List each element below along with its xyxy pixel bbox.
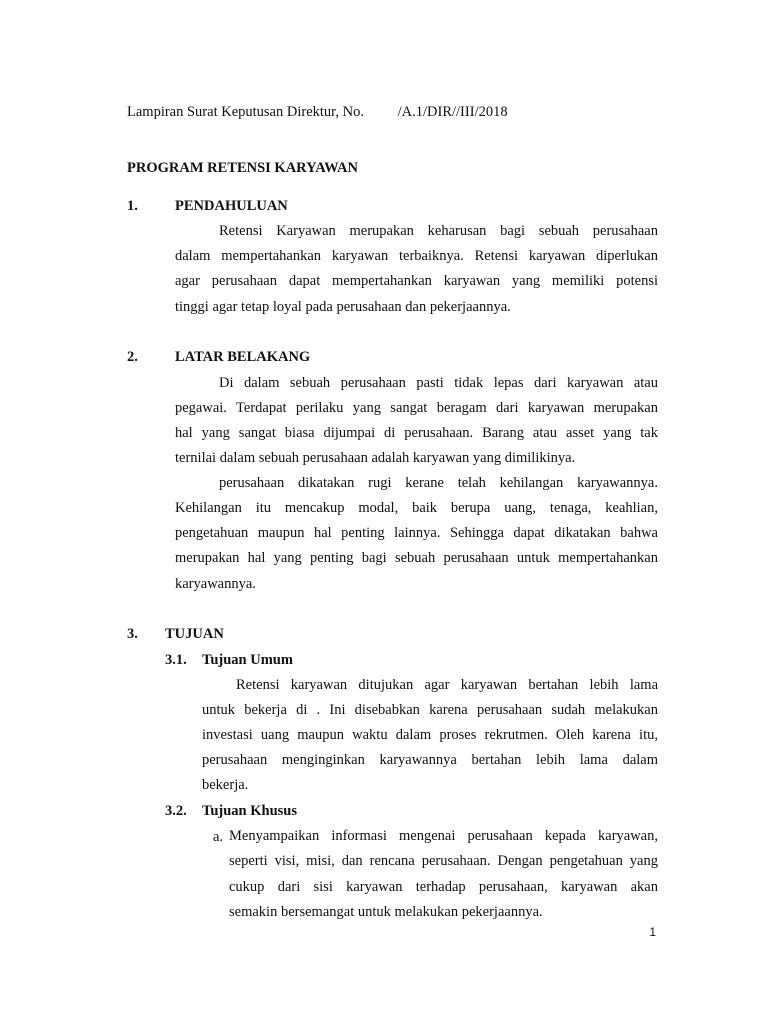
list-item-a-line-1: Menyampaikan informasi mengenai perusahaan kepada karyawan, [229,828,658,844]
subsection-3-2-number: 3.2. [165,803,187,819]
section-1-line-3: agar perusahaan dapat mempertahankan karyawan yang memiliki potensi [175,273,658,289]
list-item-a-line-4: semakin bersemangat untuk melakukan pekerjaannya. [229,904,543,920]
section-2-p2-line-3: pengetahuan maupun hal penting lainnya. Sehingga dapat dikatakan bahwa [175,525,658,541]
subsection-3-2-heading: Tujuan Khusus [202,803,297,819]
section-2-p2-line-5: karyawannya. [175,576,256,592]
subsection-3-1-line-1: Retensi karyawan ditujukan agar karyawan bertahan lebih lama [236,677,658,693]
list-item-a-line-3: cukup dari sisi karyawan terhadap perusahaan, karyawan akan [229,879,658,895]
section-1-line-2: dalam mempertahankan karyawan terbaiknya. Retensi karyawan diperlukan [175,248,658,264]
section-1-number: 1. [127,198,138,214]
section-2-p1-line-3: hal yang sangat biasa dijumpai di perusahaan. Barang atau asset yang tak [175,425,658,441]
section-2-p1-line-4: ternilai dalam sebuah perusahaan adalah karyawan yang dimilikinya. [175,450,576,466]
section-3-heading: TUJUAN [165,626,224,642]
subsection-3-1-line-5: bekerja. [202,777,249,793]
subsection-3-1-line-4: perusahaan menginginkan karyawannya bertahan lebih lama dalam [202,752,658,768]
section-2-number: 2. [127,349,138,365]
section-1-line-1: Retensi Karyawan merupakan keharusan bagi sebuah perusahaan [219,223,658,239]
page-number: 1 [649,925,656,939]
subsection-3-1-heading: Tujuan Umum [202,652,293,668]
section-2-p1-line-2: pegawai. Terdapat perilaku yang sangat beragam dari karyawan merupakan [175,400,658,416]
page-title: PROGRAM RETENSI KARYAWAN [127,160,358,176]
list-item-a-line-2: seperti visi, misi, dan rencana perusahaan. Dengan pengetahuan yang [229,853,658,869]
letter-reference [127,104,508,121]
section-1-heading: PENDAHULUAN [175,198,288,214]
section-2-p1-line-1: Di dalam sebuah perusahaan pasti tidak lepas dari karyawan atau [219,375,658,391]
section-1-line-4: tinggi agar tetap loyal pada perusahaan dan pekerjaannya. [175,299,511,315]
list-item-a-marker: a. [213,829,224,845]
subsection-3-1-line-2: untuk bekerja di . Ini disebabkan karena perusahaan sudah melakukan [202,702,658,718]
section-2-p2-line-4: merupakan hal yang penting bagi sebuah perusahaan untuk mempertahankan [175,550,658,566]
subsection-3-1-number: 3.1. [165,652,187,668]
letter-reference-prefix: Lampiran Surat Keputusan Direktur, No. [127,104,364,120]
section-2-p2-line-1: perusahaan dikatakan rugi kerane telah kehilangan karyawannya. [219,475,658,491]
letter-reference-number: /A.1/DIR//III/2018 [397,104,508,120]
subsection-3-1-line-3: investasi uang maupun waktu dalam proses rekrutmen. Oleh karena itu, [202,727,658,743]
section-3-number: 3. [127,626,138,642]
section-2-p2-line-2: Kehilangan itu mencakup modal, baik berupa uang, tenaga, keahlian, [175,500,658,516]
section-2-heading: LATAR BELAKANG [175,349,311,365]
